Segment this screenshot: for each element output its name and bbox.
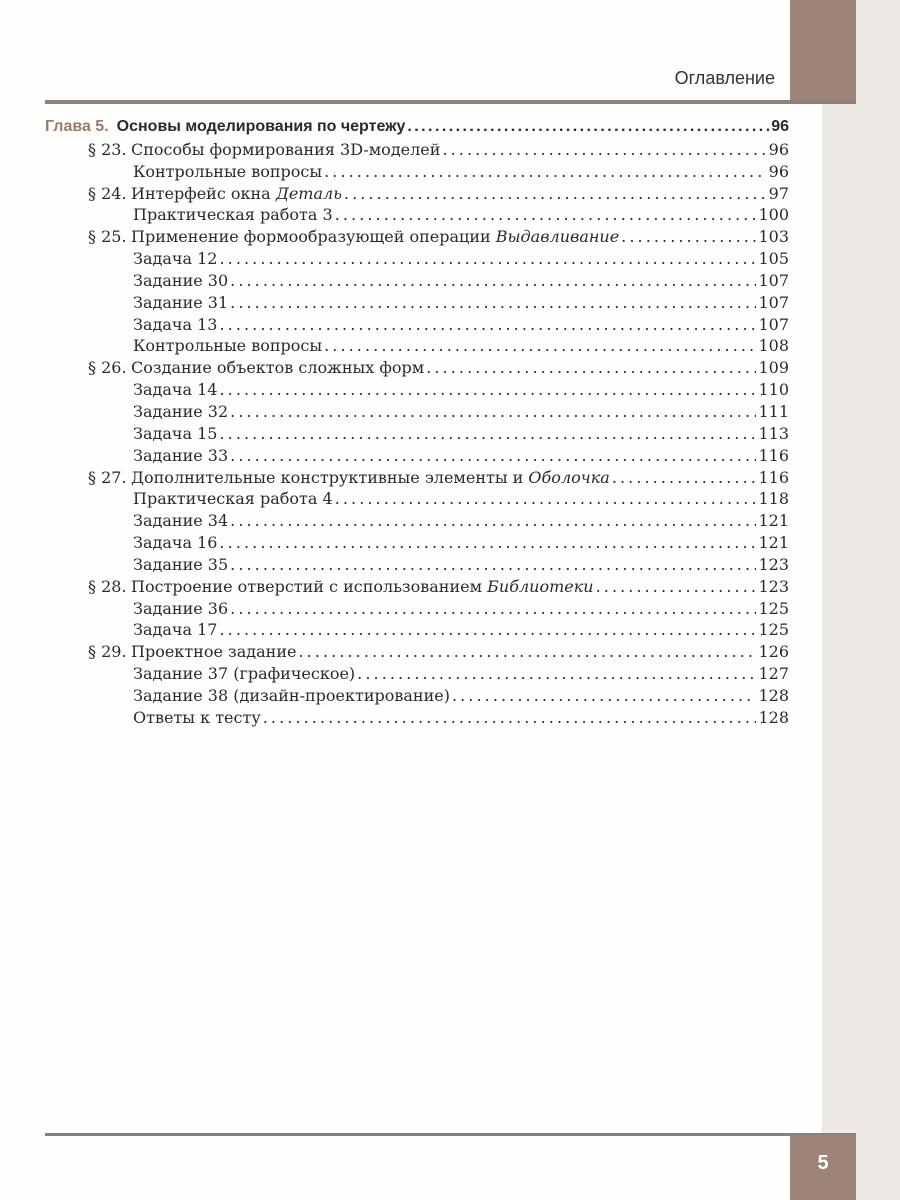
entry-title: Задача 16 (133, 533, 218, 553)
dot-leader (426, 358, 756, 377)
section-number: § 25. (88, 227, 127, 247)
entry-page: 100 (758, 205, 789, 225)
page-edge (822, 0, 900, 1200)
entry-title: Интерфейс окна Деталь (131, 183, 342, 203)
toc-entry[interactable] (45, 489, 789, 511)
entry-title: Задача 17 (133, 620, 218, 640)
entry-page: 125 (758, 620, 789, 640)
dot-leader (219, 380, 756, 399)
entry-page: 128 (758, 707, 789, 727)
entry-title: Ответы к тесту (133, 707, 261, 727)
table-of-contents (45, 118, 789, 730)
toc-entry[interactable] (45, 380, 789, 402)
entry-title: Задание 31 (133, 292, 229, 312)
toc-entry[interactable] (45, 336, 789, 358)
toc-entry[interactable] (45, 140, 789, 162)
entry-page: 116 (758, 445, 789, 465)
chapter-title: Основы моделирования по чертежу (116, 118, 406, 135)
entry-title: Задание 34 (133, 511, 229, 531)
toc-entry[interactable] (45, 402, 789, 424)
dot-leader (219, 620, 756, 639)
entry-page: 113 (758, 423, 789, 443)
toc-entry[interactable] (45, 664, 789, 686)
entry-title: Задача 12 (133, 249, 218, 269)
dot-leader (219, 315, 756, 334)
entry-title: Задание 38 (дизайн-проектирование) (133, 685, 450, 705)
entry-title: Задача 13 (133, 314, 218, 334)
running-header: Оглавление (674, 68, 775, 88)
dot-leader (452, 686, 756, 705)
entry-title: Контрольные вопросы (133, 161, 323, 181)
entry-title: Задание 37 (графическое) (133, 664, 356, 684)
entry-italic: Деталь (275, 183, 342, 203)
dot-leader (230, 293, 756, 312)
section-number: § 26. (88, 358, 127, 378)
header-rule (45, 100, 856, 104)
toc-entry[interactable] (45, 424, 789, 446)
section-number: § 23. (88, 139, 127, 159)
entry-page: 97 (768, 183, 789, 203)
entry-page: 109 (758, 358, 789, 378)
entry-page: 108 (758, 336, 789, 356)
entry-title: Задание 35 (133, 554, 229, 574)
entry-title: Задание 33 (133, 445, 229, 465)
entry-title: Применение формообразующей операции Выдавливание (131, 227, 620, 247)
dot-leader (335, 205, 757, 224)
section-number: § 27. (88, 467, 127, 487)
entry-title: Построение отверстий с использованием Библиотеки (131, 576, 594, 596)
dot-leader (324, 162, 767, 181)
toc-entry[interactable] (45, 620, 789, 642)
toc-entry[interactable] (45, 249, 789, 271)
toc-entry[interactable] (45, 227, 789, 249)
dot-leader (230, 402, 756, 421)
dot-leader (324, 336, 756, 355)
dot-leader (612, 468, 757, 487)
dot-leader (230, 555, 756, 574)
chapter-page: 96 (771, 118, 789, 135)
header-tab (790, 0, 856, 101)
entry-title: Дополнительные конструктивные элементы и Оболочка (131, 467, 610, 487)
entry-page: 116 (758, 467, 789, 487)
entry-page: 126 (758, 642, 789, 662)
entry-title: Задача 15 (133, 423, 218, 443)
entry-page: 107 (758, 292, 789, 312)
entry-title: Проектное задание (131, 642, 297, 662)
toc-entry[interactable] (45, 686, 789, 708)
toc-entry[interactable] (45, 468, 789, 490)
toc-entry[interactable] (45, 446, 789, 468)
toc-entry[interactable] (45, 577, 789, 599)
page-number: 5 (790, 1135, 856, 1200)
entry-title: Задание 32 (133, 401, 229, 421)
entry-page: 96 (768, 161, 789, 181)
entry-title: Способы формирования 3D-моделей (131, 139, 441, 159)
entry-title: Задание 36 (133, 598, 229, 618)
entry-page: 111 (758, 401, 789, 421)
dot-leader (263, 708, 757, 727)
entry-title: Задача 14 (133, 380, 218, 400)
dot-leader (407, 118, 769, 136)
dot-leader (230, 271, 756, 290)
entry-page: 96 (768, 139, 789, 159)
entry-page: 103 (758, 227, 789, 247)
toc-entry[interactable] (45, 315, 789, 337)
chapter-label: Глава 5. (45, 118, 109, 135)
entry-page: 125 (758, 598, 789, 618)
dot-leader (344, 184, 767, 203)
toc-entry[interactable] (45, 708, 789, 730)
entry-page: 110 (758, 380, 789, 400)
dot-leader (357, 664, 756, 683)
toc-entry[interactable] (45, 162, 789, 184)
toc-entry[interactable] (45, 642, 789, 664)
entry-page: 123 (758, 576, 789, 596)
toc-entry[interactable] (45, 293, 789, 315)
entry-page: 123 (758, 554, 789, 574)
entry-title: Контрольные вопросы (133, 336, 323, 356)
entry-page: 127 (758, 664, 789, 684)
toc-entry[interactable] (45, 205, 789, 227)
dot-leader (230, 599, 756, 618)
toc-entry[interactable] (45, 599, 789, 621)
toc-entry[interactable] (45, 184, 789, 206)
entry-page: 118 (758, 489, 789, 509)
dot-leader (298, 642, 756, 661)
dot-leader (596, 577, 757, 596)
entry-title: Создание объектов сложных форм (131, 358, 425, 378)
entry-italic: Библиотеки (487, 576, 594, 596)
toc-entry[interactable] (45, 358, 789, 380)
section-number: § 24. (88, 183, 127, 203)
dot-leader (230, 446, 756, 465)
entry-italic: Оболочка (528, 467, 610, 487)
entry-page: 121 (758, 533, 789, 553)
toc-chapter[interactable] (45, 118, 789, 140)
dot-leader (219, 249, 756, 268)
entry-page: 121 (758, 511, 789, 531)
entry-title: Практическая работа 4 (133, 489, 333, 509)
entry-page: 107 (758, 314, 789, 334)
entry-page: 128 (758, 685, 789, 705)
toc-entry[interactable] (45, 533, 789, 555)
dot-leader (442, 140, 766, 159)
toc-entry[interactable] (45, 511, 789, 533)
dot-leader (621, 227, 756, 246)
entry-title: Задание 30 (133, 270, 229, 290)
entry-page: 105 (758, 249, 789, 269)
toc-entry[interactable] (45, 555, 789, 577)
entry-italic: Выдавливание (495, 227, 620, 247)
dot-leader (219, 424, 756, 443)
dot-leader (230, 511, 756, 530)
dot-leader (335, 489, 757, 508)
dot-leader (219, 533, 756, 552)
footer-rule (45, 1133, 856, 1136)
entry-title: Практическая работа 3 (133, 205, 333, 225)
section-number: § 29. (88, 642, 127, 662)
entry-page: 107 (758, 270, 789, 290)
section-number: § 28. (88, 576, 127, 596)
toc-entry[interactable] (45, 271, 789, 293)
